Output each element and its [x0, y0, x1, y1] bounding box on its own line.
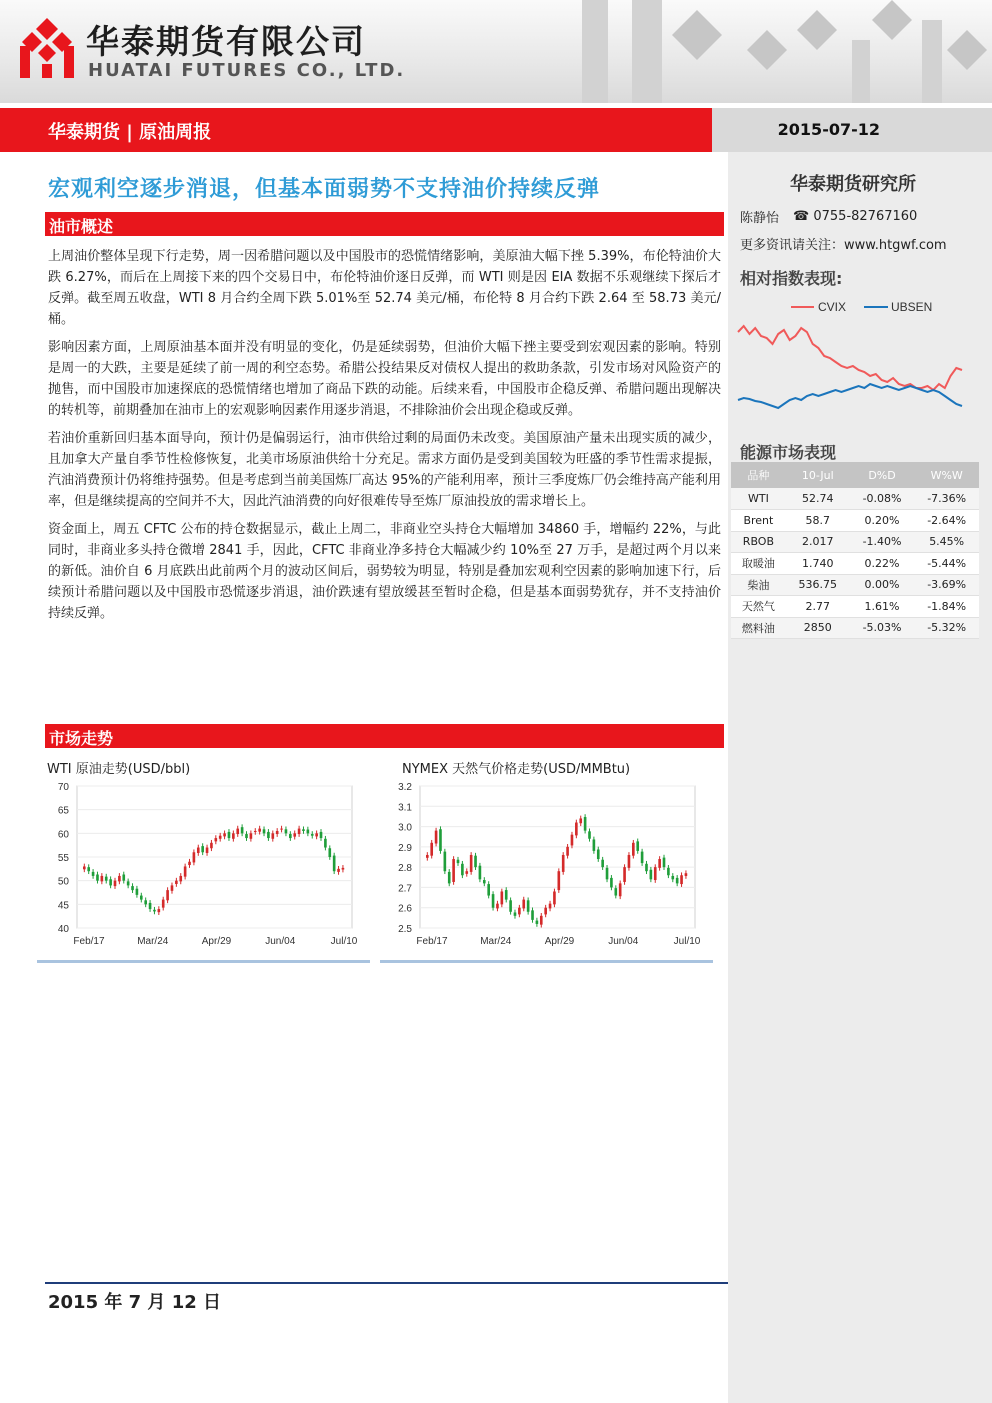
candle-body [470, 855, 473, 872]
table-row [731, 488, 979, 510]
candle-body [501, 891, 504, 904]
report-type-label: 华泰期货 | 原油周报 [48, 122, 212, 143]
candle-body [285, 829, 288, 833]
y-tick-label: 2.7 [398, 883, 412, 895]
candle-body [206, 848, 209, 853]
analyst-name: 陈静怡 [740, 211, 780, 226]
table-cell: RBOB [731, 531, 786, 553]
candle-body [509, 900, 512, 911]
candle-body [518, 908, 521, 915]
candle-body [263, 829, 266, 833]
section-title: 油市概述 [49, 217, 114, 236]
candle-body [232, 833, 235, 838]
candle-body [579, 818, 582, 823]
table-cell: -2.64% [914, 510, 979, 532]
chart-title: WTI 原油走势(USD/bbl) [47, 762, 191, 777]
company-name-en: HUATAI FUTURES CO., LTD. [88, 60, 406, 81]
candle-body [280, 829, 283, 830]
candle-body [549, 904, 552, 909]
legend-ubsen: UBSEN [891, 300, 933, 314]
candle-body [215, 838, 218, 841]
candle-body [131, 886, 134, 890]
chart-title: NYMEX 天然气价格走势(USD/MMBtu) [402, 762, 631, 777]
candle-body [641, 852, 644, 863]
candle-body [531, 910, 534, 920]
candle-body [487, 884, 490, 895]
table-cell: -1.40% [850, 531, 915, 553]
candle-body [245, 834, 248, 838]
candle-body [671, 876, 674, 879]
candle-body [342, 868, 345, 870]
x-tick-label: Mar/24 [137, 936, 169, 947]
candle-body [136, 889, 139, 895]
table-cell: 1.740 [786, 553, 850, 575]
candle-body [333, 856, 336, 872]
candle-body [645, 864, 648, 871]
table-cell: 2850 [786, 617, 850, 639]
x-tick-label: Apr/29 [544, 936, 575, 947]
candle-body [293, 833, 296, 836]
table-cell: 柴油 [731, 574, 786, 596]
candle-body [184, 866, 187, 876]
column-header: 10-Jul [786, 462, 850, 488]
table-cell: 52.74 [786, 488, 850, 510]
section-title: 市场走势 [49, 729, 114, 748]
candle-body [496, 904, 499, 909]
candle-body [439, 829, 442, 851]
energy-market-title: 能源市场表现 [740, 443, 837, 462]
candle-body [166, 890, 169, 900]
relative-index-chart [736, 294, 976, 424]
candle-body [597, 849, 600, 859]
candle-body [505, 890, 508, 900]
candle-body [307, 830, 310, 834]
candle-body [188, 862, 191, 865]
candle-body [680, 875, 683, 884]
report-header [0, 0, 992, 103]
table-cell: 取暖油 [731, 553, 786, 575]
candle-body [114, 881, 117, 886]
x-tick-label: Feb/17 [73, 936, 105, 947]
candle-body [457, 860, 460, 863]
candle-body [337, 869, 340, 872]
wti-chart [37, 756, 370, 963]
table-row [731, 617, 979, 639]
candle-body [223, 833, 226, 836]
candle-body [241, 827, 244, 833]
candle-body [452, 859, 455, 882]
x-tick-label: Jul/10 [673, 936, 701, 947]
table-row [731, 574, 979, 596]
y-tick-label: 2.8 [398, 863, 412, 875]
x-tick-label: Jun/04 [608, 936, 639, 947]
x-tick-label: Feb/17 [416, 936, 448, 947]
table-cell: 0.22% [850, 553, 915, 575]
candle-body [593, 839, 596, 850]
candle-body [514, 912, 517, 915]
article-body [48, 246, 721, 631]
candle-body [254, 831, 257, 832]
table-cell: -0.08% [850, 488, 915, 510]
candle-body [105, 877, 108, 881]
y-tick-label: 2.9 [398, 842, 412, 854]
candle-body [267, 832, 270, 838]
column-header: D%D [850, 462, 915, 488]
candle-body [171, 885, 174, 890]
footer-divider [45, 1282, 728, 1284]
candle-body [584, 817, 587, 831]
y-tick-label: 55 [57, 853, 69, 864]
candle-body [601, 860, 604, 867]
candle-body [197, 848, 200, 853]
candle-body [663, 858, 666, 868]
candle-body [553, 891, 556, 904]
paragraph: 资金面上，周五 CFTC 公布的持仓数据显示，截止上周二，非商业空头持仓大幅增加 34860 手，增幅约 22%，与此同时，非商业多头持仓微增 2841 手，因此，CFTC 非商业净多持仓大幅减少约 10%至 27 万手，是超过两个月以来的新低。油价自 6 月底跌出此前两个月的波动区间后，弱势较为明显，特别是叠加宏观利空因素的影响加速下行，后续预计希腊问题以及中国股市恐慌逐步消退，油价跌速有望放缓甚至暂时企稳，但是基本面弱势犹存，并不支持油价持续反弹。 [48, 522, 721, 621]
candle-body [210, 843, 213, 848]
table-row [731, 553, 979, 575]
relative-index-title: 相对指数表现: [740, 269, 843, 288]
candle-body [619, 883, 622, 896]
table-cell: 58.7 [786, 510, 850, 532]
candle-body [658, 859, 661, 868]
natgas-candlestick-chart [380, 780, 713, 956]
candle-body [201, 846, 204, 852]
energy-market-table [731, 462, 979, 639]
candle-body [426, 855, 429, 858]
y-tick-label: 50 [57, 876, 69, 888]
column-header: W%W [914, 462, 979, 488]
table-cell: -1.84% [914, 596, 979, 618]
right-sidebar [728, 152, 992, 1403]
table-cell: -3.69% [914, 574, 979, 596]
y-tick-label: 3.1 [398, 802, 412, 814]
candle-body [623, 867, 626, 882]
table-row [731, 531, 979, 553]
table-cell: -5.32% [914, 617, 979, 639]
candle-body [558, 871, 561, 890]
candle-body [311, 834, 314, 836]
candle-body [302, 829, 305, 831]
table-row [731, 510, 979, 532]
paragraph: 上周油价整体呈现下行走势，周一因希腊问题以及中国股市的恐慌情绪影响，美原油大幅下挫 5.39%，布伦特油价大跌 6.27%，而后在上周接下来的四个交易日中，布伦特油价逐日反弹，而 WTI 则是因 EIA 数据不乐观继续下探后才反弹。截至周五收盘，WTI 8 月合约全周下跌 5.01%至 52.74 美元/桶，布伦特 8 月合约下跌 2.64 至 58.73 美元/桶。 [48, 249, 721, 327]
candle-body [250, 833, 253, 838]
table-cell: 0.20% [850, 510, 915, 532]
section-header-overview [45, 212, 724, 236]
chart-bottom-rule [380, 960, 713, 963]
y-tick-label: 3.0 [398, 822, 412, 834]
candle-body [606, 868, 609, 879]
paragraph: 影响因素方面，上周原油基本面并没有明显的变化，仍是延续弱势，但油价大幅下挫主要受到宏观因素的影响。特别是周一的大跌，主要是延续了前一周的利空态势。希腊公投结果反对债权人提出的救助条款，引发市场对风险资产的抛售，而中国股市加速探底的恐慌情绪也增加了商品下跌的动能。后续来看，中国股市企稳反弹、希腊问题出现解决的转机等，前期叠加在油市上的宏观影响因素作用逐步消退，不排除油价会出现企稳或反弹。 [48, 340, 721, 418]
candle-body [566, 847, 569, 856]
y-tick-label: 65 [57, 805, 69, 817]
candle-body [144, 900, 147, 904]
candle-body [324, 839, 327, 848]
section-header-market [45, 724, 724, 748]
candle-body [676, 878, 679, 883]
table-cell: Brent [731, 510, 786, 532]
candle-body [320, 832, 323, 838]
candle-body [610, 878, 613, 888]
candle-body [571, 835, 574, 846]
y-tick-label: 3.2 [398, 782, 412, 793]
candle-body [193, 852, 196, 862]
plot-area [420, 786, 695, 928]
column-header: 品种 [731, 462, 786, 488]
phone-icon: ☎ [793, 209, 810, 224]
candle-body [536, 921, 539, 924]
candle-body [492, 894, 495, 908]
candle-body [83, 866, 86, 869]
candle-body [175, 881, 178, 884]
candle-body [632, 843, 635, 856]
table-cell: 0.00% [850, 574, 915, 596]
candle-body [479, 866, 482, 880]
more-info-link[interactable]: 更多资讯请关注：www.htgwf.com [740, 238, 947, 253]
candle-body [562, 855, 565, 872]
table-cell: 燃料油 [731, 617, 786, 639]
candle-body [127, 881, 130, 885]
page-title: 宏观利空逐步消退，但基本面弱势不支持油价持续反弹 [48, 177, 601, 202]
candle-body [289, 834, 292, 838]
candle-body [122, 875, 125, 881]
candle-body [328, 848, 331, 857]
candle-body [140, 896, 143, 900]
candle-body [109, 879, 112, 885]
candle-body [575, 823, 578, 836]
x-tick-label: Jun/04 [265, 936, 296, 947]
paragraph: 若油价重新回归基本面导向，预计仍是偏弱运行，油市供给过剩的局面仍未改变。美国原油产量未出现实质的减少，且加拿大产量自季节性检修恢复，北美市场原油供给十分充足。需求方面仍是受到美国较为旺盛的季节性需求提振，汽油消费预计仍将维持强势。但是考虑到当前美国炼厂高达 95%的产能利用率，预计三季度炼厂仍会维持高产能利用率，但是继续提高的空间并不大，因此汽油消费的向好很难传导至炼厂原油投放的需求增长上。 [48, 431, 721, 509]
cvix-series-line [738, 326, 962, 390]
table-cell: -5.44% [914, 553, 979, 575]
candle-body [258, 829, 261, 832]
candle-body [527, 900, 530, 911]
y-tick-label: 70 [57, 782, 69, 793]
candle-body [430, 843, 433, 856]
institute-name: 华泰期货研究所 [790, 174, 916, 195]
candle-body [271, 833, 274, 838]
x-tick-label: Mar/24 [480, 936, 512, 947]
x-tick-label: Apr/29 [201, 936, 232, 947]
candle-body [149, 903, 152, 909]
candle-body [614, 888, 617, 895]
candle-body [522, 900, 525, 909]
chart-bottom-rule [37, 960, 370, 963]
candle-body [228, 832, 231, 838]
candle-body [544, 908, 547, 915]
table-cell: 5.45% [914, 531, 979, 553]
wti-candlestick-chart [37, 780, 370, 956]
candle-body [101, 876, 104, 881]
candle-body [315, 833, 318, 836]
table-header-row [731, 462, 979, 488]
table-cell: 536.75 [786, 574, 850, 596]
huatai-logo-icon [18, 16, 76, 80]
legend-cvix: CVIX [818, 300, 847, 314]
candle-body [219, 836, 222, 839]
candle-body [92, 872, 95, 876]
candle-body [461, 864, 464, 875]
candle-body [483, 880, 486, 883]
candle-body [650, 870, 653, 880]
y-tick-label: 60 [57, 829, 69, 841]
candle-body [628, 855, 631, 868]
candle-body [667, 868, 670, 875]
candle-body [158, 909, 161, 912]
candle-body [448, 872, 451, 883]
table-cell: -5.03% [850, 617, 915, 639]
candle-body [162, 900, 165, 908]
table-cell: 2.77 [786, 596, 850, 618]
company-name-cn: 华泰期货有限公司 [86, 22, 366, 61]
table-cell: 1.61% [850, 596, 915, 618]
analyst-contact [740, 207, 917, 226]
table-row [731, 596, 979, 618]
y-tick-label: 45 [57, 900, 69, 912]
candle-body [298, 829, 301, 834]
analyst-phone: 0755-82767160 [813, 209, 918, 224]
footer-date: 2015 年 7 月 12 日 [48, 1292, 222, 1313]
candle-body [444, 852, 447, 872]
candle-body [236, 829, 239, 834]
header-decoration [562, 0, 992, 103]
y-tick-label: 2.5 [398, 924, 412, 935]
candle-body [153, 910, 156, 912]
candle-body [435, 831, 438, 844]
candle-body [276, 831, 279, 834]
title-band [0, 108, 992, 152]
x-tick-label: Jul/10 [330, 936, 358, 947]
table-cell: -7.36% [914, 488, 979, 510]
candle-body [96, 875, 99, 881]
candle-body [118, 876, 121, 881]
natgas-chart [380, 756, 713, 963]
table-cell: 2.017 [786, 531, 850, 553]
table-cell: 天然气 [731, 596, 786, 618]
candle-body [465, 871, 468, 874]
y-tick-label: 40 [57, 924, 69, 935]
candle-body [654, 867, 657, 880]
table-cell: WTI [731, 488, 786, 510]
y-tick-label: 2.6 [398, 903, 412, 915]
candle-body [685, 873, 688, 876]
candle-body [636, 841, 639, 851]
candle-body [87, 867, 90, 871]
candle-body [179, 876, 182, 881]
report-date: 2015-07-12 [777, 120, 880, 139]
candle-body [474, 856, 477, 867]
candle-body [540, 916, 543, 925]
candle-body [588, 831, 591, 838]
